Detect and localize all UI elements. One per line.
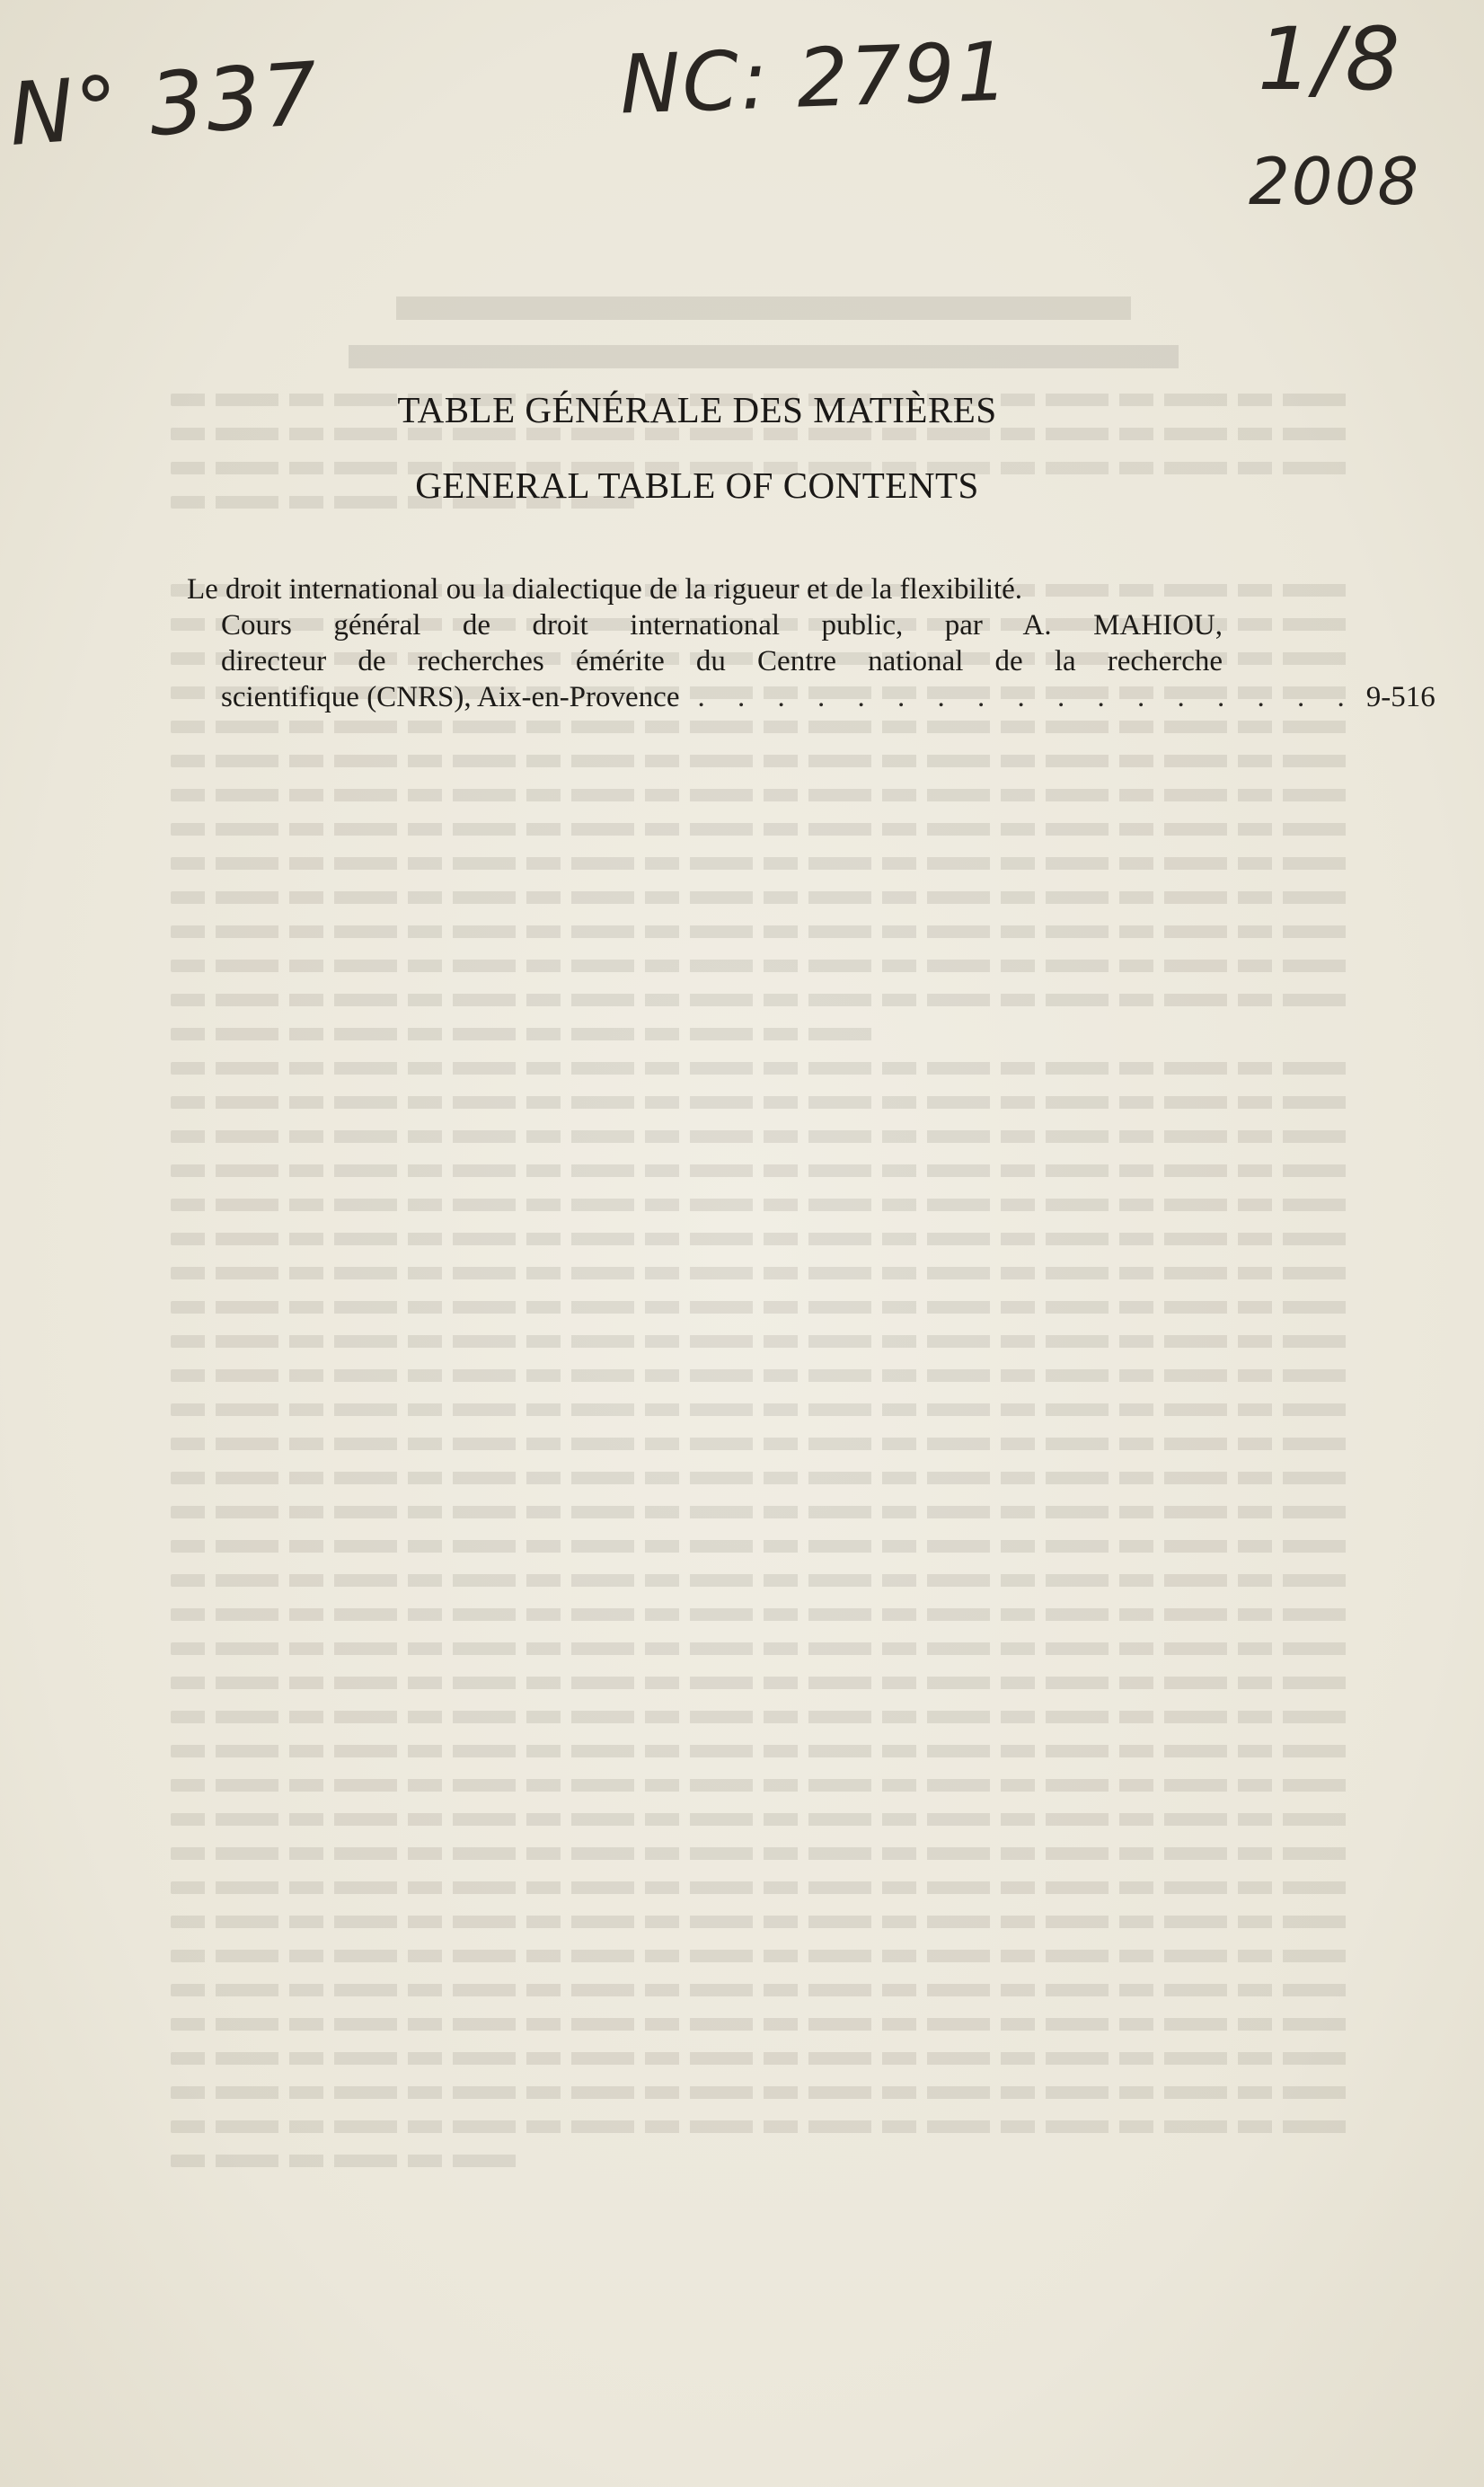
toc-entry-affiliation: directeur de recherches émérite du Centre national de la recherche (221, 645, 1223, 677)
toc-entry-last-line (221, 679, 1435, 715)
heading-english: GENERAL TABLE OF CONTENTS (415, 465, 979, 506)
toc-entry-course: Cours général de droit international public, par A. MAHIOU, (221, 609, 1223, 642)
toc-entry-title: Le droit international ou la dialectique de la rigueur et de la flexibilité. (187, 573, 1023, 606)
toc-entry-pages: 9-516 (1365, 681, 1435, 713)
toc-entry (187, 571, 1435, 715)
handwritten-volume: 1/8 (1258, 9, 1402, 110)
toc-leader-dots: . . . . . . . . . . . . . . . . . (697, 681, 1357, 713)
toc-entry-location: scientifique (CNRS), Aix-en-Provence (221, 681, 680, 713)
handwritten-year: 2008 (1249, 144, 1421, 219)
heading-french: TABLE GÉNÉRALE DES MATIÈRES (397, 389, 997, 430)
handwritten-number: N° 337 (5, 43, 323, 165)
handwritten-nc-code: NC: 2791 (618, 24, 1011, 133)
